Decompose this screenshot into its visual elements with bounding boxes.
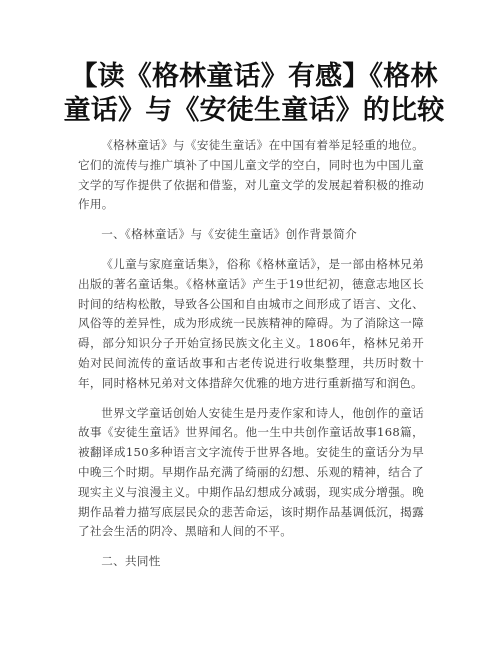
- paragraph-grimm-background: 《儿童与家庭童话集》，俗称《格林童话》，是一部由格林兄弟出版的著名童话集。《格林童话》产生于19世纪初，德意志地区长时间的结构松散，导致各公国和自由城市之间形成了语言、文化、风俗等的差异性，成为形成统一民族精神的障碍。为了消除这一障碍，部分知识分子开始宣扬民族文化主义。1806年，格林兄弟开始对民间流传的童话故事和古老传说进行收集整理，共历时数十年，同时格林兄弟对文体措辞欠优雅的地方进行重新描写和润色。: [78, 256, 424, 390]
- document-body: [78, 136, 424, 582]
- document-title: 【读《格林童话》有感】《格林童话》与《安徒生童话》的比较: [63, 61, 445, 126]
- section-heading-background: 一、《格林童话》与《安徒生童话》创作背景简介: [101, 227, 358, 242]
- section-heading-commonality: 二、共同性: [101, 554, 161, 569]
- paragraph-andersen-background: 世界文学童话创始人安徒生是丹麦作家和诗人，他创作的童话故事《安徒生童话》世界闻名。他一生中共创作童话故事168篇，被翻译成150多种语言文字流传于世界各地。安徒生的童话分为早中晚三个时期。早期作品充满了绮丽的幻想、乐观的精神，结合了现实主义与浪漫主义。中期作品幻想成分减弱，现实成分增强。晚期作品着力描写底层民众的悲苦命运，该时期作品基调低沉，揭露了社会生活的阴冷、黑暗和人间的不平。: [78, 405, 424, 539]
- intro-paragraph: 《格林童话》与《安徒生童话》在中国有着举足轻重的地位。它们的流传与推广填补了中国儿童文学的空白，同时也为中国儿童文学的写作提供了依据和借鉴，对儿童文学的发展起着积极的推动作用。: [78, 138, 424, 212]
